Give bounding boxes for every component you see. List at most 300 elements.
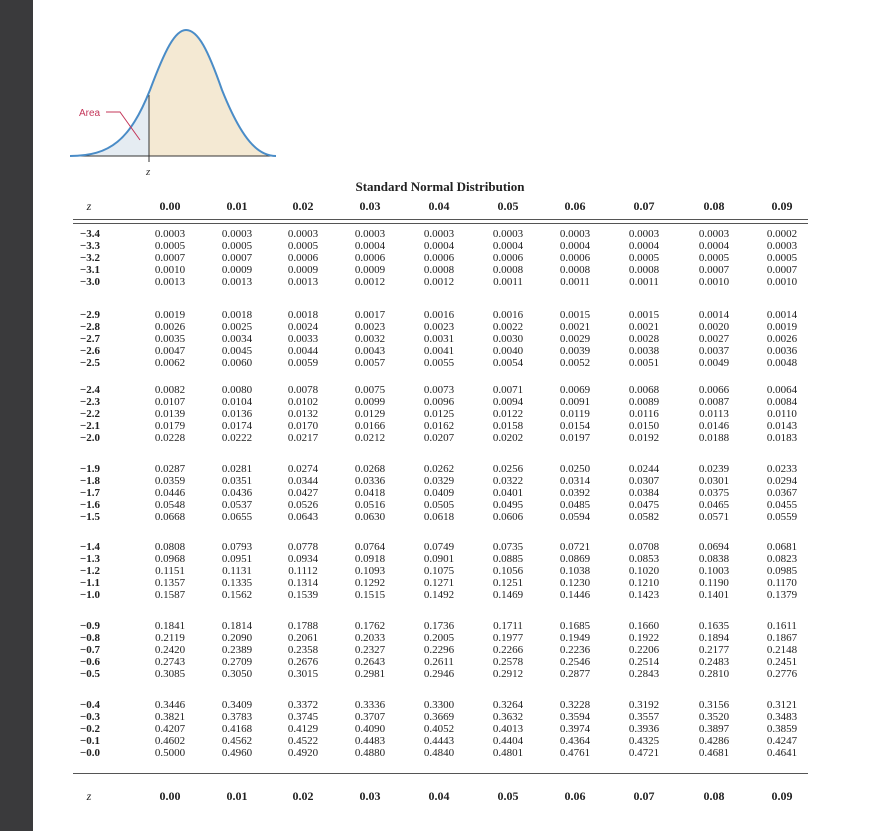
column-header: 0.03 (359, 199, 381, 213)
table-cell: 0.0040 (492, 345, 524, 357)
z-header: z (86, 199, 92, 213)
table-cell: 0.4562 (221, 735, 253, 747)
table-cell: 0.0475 (628, 499, 660, 511)
table-cell: 0.0057 (354, 357, 386, 369)
table-cell: 0.2514 (628, 656, 660, 668)
row-z-value: −2.2 (80, 408, 101, 420)
table-cell: 0.0054 (492, 357, 524, 369)
table-cell: 0.2061 (287, 632, 319, 644)
table-cell: 0.0526 (287, 499, 319, 511)
table-cell: 0.0104 (221, 396, 253, 408)
table-cell: 0.0122 (492, 408, 524, 420)
table-cell: 0.1446 (559, 589, 591, 601)
row-z-value: −0.1 (80, 735, 101, 747)
table-cell: 0.0008 (559, 264, 591, 276)
table-cell: 0.0096 (423, 396, 455, 408)
table-cell: 0.4920 (287, 747, 319, 759)
row-z-value: −1.9 (80, 463, 101, 475)
column-header: 0.02 (292, 199, 314, 213)
table-cell: 0.1335 (221, 577, 253, 589)
table-cell: 0.2236 (559, 644, 591, 656)
table-cell: 0.0409 (423, 487, 455, 499)
row-z-value: −0.4 (80, 699, 101, 711)
table-cell: 0.1922 (628, 632, 660, 644)
table-cell: 0.0009 (354, 264, 386, 276)
row-z-value: −1.3 (80, 553, 101, 565)
row-z-value: −2.9 (80, 309, 101, 321)
table-cell: 0.0009 (287, 264, 319, 276)
table-cell: 0.0020 (698, 321, 730, 333)
table-cell: 0.0005 (766, 252, 798, 264)
table-cell: 0.2743 (154, 656, 186, 668)
table-cell: 0.4880 (354, 747, 386, 759)
table-cell: 0.1251 (492, 577, 524, 589)
table-cell: 0.0062 (154, 357, 186, 369)
table-cell: 0.1814 (221, 620, 253, 632)
table-cell: 0.0019 (766, 321, 798, 333)
table-cell: 0.2358 (287, 644, 319, 656)
table-cell: 0.3669 (423, 711, 455, 723)
row-z-value: −1.2 (80, 565, 101, 577)
table-cell: 0.0003 (492, 228, 524, 240)
table-cell: 0.1736 (423, 620, 455, 632)
row-z-value: −2.7 (80, 333, 101, 345)
table-cell: 0.3859 (766, 723, 798, 735)
table-cell: 0.4641 (766, 747, 798, 759)
table-cell: 0.0250 (559, 463, 591, 475)
table-cell: 0.0217 (287, 432, 319, 444)
table-cell: 0.2420 (154, 644, 186, 656)
table-cell: 0.0091 (559, 396, 591, 408)
table-cell: 0.3707 (354, 711, 386, 723)
table-cell: 0.0307 (628, 475, 660, 487)
table-cell: 0.0102 (287, 396, 319, 408)
table-cell: 0.1056 (492, 565, 524, 577)
table-cell: 0.2296 (423, 644, 455, 656)
table-cell: 0.0228 (154, 432, 186, 444)
table-cell: 0.0154 (559, 420, 591, 432)
table-cell: 0.1611 (767, 620, 797, 632)
table-cell: 0.0014 (698, 309, 730, 321)
table-cell: 0.0014 (766, 309, 798, 321)
table-cell: 0.1539 (287, 589, 319, 601)
table-cell: 0.0778 (287, 541, 319, 553)
table-cell: 0.1423 (628, 589, 660, 601)
table-cell: 0.0901 (423, 553, 455, 565)
table-cell: 0.0183 (766, 432, 798, 444)
table-cell: 0.1170 (767, 577, 797, 589)
table-cell: 0.0668 (154, 511, 186, 523)
table-cell: 0.0078 (287, 384, 319, 396)
table-cell: 0.0089 (628, 396, 660, 408)
table-cell: 0.4602 (154, 735, 186, 747)
table-cell: 0.1020 (628, 565, 660, 577)
table-cell: 0.2981 (354, 668, 386, 680)
table-cell: 0.3483 (766, 711, 798, 723)
table-cell: 0.0643 (287, 511, 319, 523)
table-cell: 0.0094 (492, 396, 524, 408)
table-cell: 0.0951 (221, 553, 253, 565)
row-z-value: −0.9 (80, 620, 101, 632)
table-cell: 0.3050 (221, 668, 253, 680)
table-cell: 0.0329 (423, 475, 455, 487)
table-cell: 0.0618 (423, 511, 455, 523)
table-cell: 0.0008 (423, 264, 455, 276)
table-cell: 0.1660 (628, 620, 660, 632)
table-cell: 0.1038 (559, 565, 591, 577)
table-cell: 0.0080 (221, 384, 253, 396)
table-cell: 0.1271 (423, 577, 455, 589)
table-cell: 0.4364 (559, 735, 591, 747)
table-cell: 0.0505 (423, 499, 455, 511)
z-footer-header: z (86, 789, 92, 803)
table-cell: 0.0436 (221, 487, 253, 499)
table-cell: 0.0006 (423, 252, 455, 264)
table-cell: 0.0032 (354, 333, 386, 345)
table-cell: 0.1685 (559, 620, 591, 632)
table-cell: 0.0985 (766, 565, 798, 577)
table-cell: 0.1190 (699, 577, 729, 589)
table-cell: 0.0073 (423, 384, 455, 396)
table-cell: 0.2005 (423, 632, 455, 644)
table-cell: 0.2389 (221, 644, 253, 656)
table-cell: 0.2946 (423, 668, 455, 680)
table-cell: 0.0401 (492, 487, 524, 499)
table-cell: 0.0005 (154, 240, 186, 252)
row-z-value: −1.8 (80, 475, 101, 487)
table-cell: 0.0069 (559, 384, 591, 396)
table-cell: 0.0823 (766, 553, 798, 565)
table-cell: 0.0003 (221, 228, 253, 240)
table-cell: 0.4325 (628, 735, 660, 747)
table-cell: 0.0207 (423, 432, 455, 444)
row-z-value: −1.6 (80, 499, 101, 511)
table-cell: 0.0010 (698, 276, 730, 288)
table-cell: 0.0188 (698, 432, 730, 444)
table-cell: 0.0005 (287, 240, 319, 252)
table-cell: 0.0918 (354, 553, 386, 565)
table-cell: 0.0012 (354, 276, 386, 288)
table-cell: 0.0268 (354, 463, 386, 475)
table-cell: 0.0075 (354, 384, 386, 396)
table-cell: 0.0287 (154, 463, 186, 475)
column-header: 0.07 (633, 199, 655, 213)
table-cell: 0.0021 (628, 321, 660, 333)
column-header: 0.01 (226, 199, 248, 213)
table-cell: 0.3336 (354, 699, 386, 711)
table-cell: 0.0495 (492, 499, 524, 511)
table-cell: 0.2090 (221, 632, 253, 644)
table-cell: 0.0013 (221, 276, 253, 288)
table-cell: 0.0197 (559, 432, 591, 444)
table-cell: 0.2451 (766, 656, 798, 668)
table-cell: 0.0559 (766, 511, 798, 523)
row-z-value: −0.6 (80, 656, 101, 668)
row-z-value: −3.1 (80, 264, 101, 276)
table-cell: 0.0047 (154, 345, 186, 357)
row-z-value: −2.3 (80, 396, 101, 408)
table-cell: 0.0026 (766, 333, 798, 345)
table-cell: 0.0003 (698, 228, 730, 240)
row-z-value: −1.1 (80, 577, 101, 589)
table-cell: 0.0681 (766, 541, 798, 553)
table-cell: 0.4090 (354, 723, 386, 735)
table-cell: 0.1003 (698, 565, 730, 577)
table-cell: 0.0351 (221, 475, 253, 487)
table-cell: 0.0749 (423, 541, 455, 553)
table-cell: 0.0004 (628, 240, 660, 252)
table-cell: 0.0008 (492, 264, 524, 276)
table-cell: 0.3974 (559, 723, 591, 735)
table-cell: 0.0179 (154, 420, 186, 432)
table-cell: 0.0055 (423, 357, 455, 369)
table-cell: 0.4522 (287, 735, 319, 747)
table-cell: 0.0418 (354, 487, 386, 499)
table-cell: 0.1635 (698, 620, 730, 632)
table-cell: 0.0049 (698, 357, 730, 369)
row-z-value: −1.4 (80, 541, 101, 553)
table-cell: 0.0006 (492, 252, 524, 264)
table-cell: 0.2119 (155, 632, 185, 644)
table-cell: 0.0262 (423, 463, 455, 475)
table-cell: 0.2483 (698, 656, 730, 668)
table-cell: 0.1230 (559, 577, 591, 589)
table-cell: 0.0735 (492, 541, 524, 553)
table-cell: 0.0034 (221, 333, 253, 345)
row-z-value: −0.5 (80, 668, 101, 680)
table-cell: 0.0170 (287, 420, 319, 432)
table-cell: 0.0158 (492, 420, 524, 432)
table-cell: 0.3632 (492, 711, 524, 723)
table-cell: 0.0027 (698, 333, 730, 345)
table-cell: 0.1562 (221, 589, 253, 601)
row-z-value: −0.8 (80, 632, 101, 644)
table-cell: 0.0274 (287, 463, 319, 475)
table-cell: 0.0043 (354, 345, 386, 357)
table-cell: 0.0007 (154, 252, 186, 264)
table-cell: 0.4483 (354, 735, 386, 747)
table-cell: 0.0013 (154, 276, 186, 288)
table-cell: 0.0011 (493, 276, 523, 288)
table-cell: 0.4129 (287, 723, 319, 735)
table-cell: 0.0537 (221, 499, 253, 511)
table-cell: 0.0485 (559, 499, 591, 511)
table-cell: 0.1112 (288, 565, 318, 577)
table-cell: 0.0125 (423, 408, 455, 420)
column-footer: 0.06 (564, 789, 586, 803)
table-cell: 0.0026 (154, 321, 186, 333)
table-cell: 0.0630 (354, 511, 386, 523)
table-cell: 0.0721 (559, 541, 591, 553)
table-cell: 0.0212 (354, 432, 386, 444)
table-cell: 0.1210 (628, 577, 660, 589)
table-cell: 0.0011 (560, 276, 590, 288)
row-z-value: −2.0 (80, 432, 101, 444)
table-cell: 0.0294 (766, 475, 798, 487)
row-z-value: −3.0 (80, 276, 101, 288)
table-cell: 0.3557 (628, 711, 660, 723)
table-cell: 0.0359 (154, 475, 186, 487)
table-cell: 0.0427 (287, 487, 319, 499)
table-cell: 0.0004 (698, 240, 730, 252)
table-cell: 0.0008 (628, 264, 660, 276)
table-cell: 0.1131 (222, 565, 252, 577)
table-cell: 0.1788 (287, 620, 319, 632)
table-cell: 0.2266 (492, 644, 524, 656)
table-cell: 0.0012 (423, 276, 455, 288)
row-z-value: −3.3 (80, 240, 101, 252)
table-cell: 0.3520 (698, 711, 730, 723)
table-cell: 0.0003 (154, 228, 186, 240)
table-cell: 0.0002 (766, 228, 798, 240)
table-cell: 0.0064 (766, 384, 798, 396)
table-cell: 0.0039 (559, 345, 591, 357)
table-cell: 0.0031 (423, 333, 455, 345)
table-cell: 0.0808 (154, 541, 186, 553)
table-cell: 0.4247 (766, 735, 798, 747)
column-header: 0.05 (497, 199, 519, 213)
row-z-value: −0.7 (80, 644, 101, 656)
row-z-value: −2.8 (80, 321, 101, 333)
table-cell: 0.0162 (423, 420, 455, 432)
table-cell: 0.2578 (492, 656, 524, 668)
table-cell: 0.1587 (154, 589, 186, 601)
table-cell: 0.0007 (698, 264, 730, 276)
table-cell: 0.0968 (154, 553, 186, 565)
table-cell: 0.2912 (492, 668, 524, 680)
table-cell: 0.0446 (154, 487, 186, 499)
table-cell: 0.2206 (628, 644, 660, 656)
table-cell: 0.0838 (698, 553, 730, 565)
table-cell: 0.0119 (560, 408, 590, 420)
table-cell: 0.0010 (766, 276, 798, 288)
table-rule (73, 773, 808, 774)
table-cell: 0.1357 (154, 577, 186, 589)
table-cell: 0.0082 (154, 384, 186, 396)
column-header: 0.04 (428, 199, 450, 213)
table-cell: 0.4168 (221, 723, 253, 735)
table-cell: 0.3745 (287, 711, 319, 723)
row-z-value: −0.0 (80, 747, 101, 759)
table-cell: 0.4761 (559, 747, 591, 759)
table-cell: 0.0059 (287, 357, 319, 369)
table-cell: 0.0004 (559, 240, 591, 252)
table-cell: 0.0068 (628, 384, 660, 396)
table-cell: 0.0018 (221, 309, 253, 321)
table-cell: 0.0222 (221, 432, 253, 444)
column-footer: 0.02 (292, 789, 314, 803)
table-cell: 0.0375 (698, 487, 730, 499)
table-cell: 0.1075 (423, 565, 455, 577)
row-z-value: −0.2 (80, 723, 101, 735)
row-z-value: −3.2 (80, 252, 101, 264)
row-z-value: −2.4 (80, 384, 101, 396)
table-cell: 0.2843 (628, 668, 660, 680)
table-cell: 0.2810 (698, 668, 730, 680)
table-cell: 0.1949 (559, 632, 591, 644)
table-cell: 0.0202 (492, 432, 524, 444)
table-cell: 0.5000 (154, 747, 186, 759)
table-cell: 0.0013 (287, 276, 319, 288)
table-cell: 0.0048 (766, 357, 798, 369)
table-cell: 0.0005 (628, 252, 660, 264)
column-footer: 0.08 (703, 789, 725, 803)
table-cell: 0.0322 (492, 475, 524, 487)
table-cell: 0.0384 (628, 487, 660, 499)
column-footer: 0.05 (497, 789, 519, 803)
table-cell: 0.0281 (221, 463, 253, 475)
table-cell: 0.3783 (221, 711, 253, 723)
row-z-value: −1.7 (80, 487, 101, 499)
table-cell: 0.0084 (766, 396, 798, 408)
table-cell: 0.3192 (628, 699, 660, 711)
table-cell: 0.3228 (559, 699, 591, 711)
table-cell: 0.0594 (559, 511, 591, 523)
table-cell: 0.0024 (287, 321, 319, 333)
table-cell: 0.4207 (154, 723, 186, 735)
table-cell: 0.0132 (287, 408, 319, 420)
table-cell: 0.0007 (766, 264, 798, 276)
table-rule (73, 223, 808, 224)
table-cell: 0.2776 (766, 668, 798, 680)
table-cell: 0.0239 (698, 463, 730, 475)
table-cell: 0.0051 (628, 357, 660, 369)
table-cell: 0.0869 (559, 553, 591, 565)
table-cell: 0.0853 (628, 553, 660, 565)
column-footer: 0.01 (226, 789, 248, 803)
table-cell: 0.2546 (559, 656, 591, 668)
table-cell: 0.3936 (628, 723, 660, 735)
column-footer: 0.04 (428, 789, 450, 803)
row-z-value: −0.3 (80, 711, 101, 723)
table-cell: 0.0016 (423, 309, 455, 321)
table-cell: 0.0011 (629, 276, 659, 288)
table-cell: 0.2709 (221, 656, 253, 668)
column-header: 0.00 (159, 199, 181, 213)
table-cell: 0.0192 (628, 432, 660, 444)
table-cell: 0.0022 (492, 321, 524, 333)
table-cell: 0.1401 (698, 589, 730, 601)
table-cell: 0.0066 (698, 384, 730, 396)
table-cell: 0.2643 (354, 656, 386, 668)
table-cell: 0.0006 (287, 252, 319, 264)
table-cell: 0.0004 (423, 240, 455, 252)
table-cell: 0.0019 (154, 309, 186, 321)
table-cell: 0.4013 (492, 723, 524, 735)
table-cell: 0.3594 (559, 711, 591, 723)
table-cell: 0.0010 (154, 264, 186, 276)
table-cell: 0.2611 (424, 656, 454, 668)
table-cell: 0.0465 (698, 499, 730, 511)
table-cell: 0.0025 (221, 321, 253, 333)
table-cell: 0.4443 (423, 735, 455, 747)
table-cell: 0.0038 (628, 345, 660, 357)
table-cell: 0.1867 (766, 632, 798, 644)
table-cell: 0.0116 (629, 408, 659, 420)
table-cell: 0.0052 (559, 357, 591, 369)
table-cell: 0.0113 (699, 408, 729, 420)
table-cell: 0.3121 (766, 699, 798, 711)
table-cell: 0.4404 (492, 735, 524, 747)
table-cell: 0.3085 (154, 668, 186, 680)
table-cell: 0.0004 (354, 240, 386, 252)
table-cell: 0.0007 (221, 252, 253, 264)
table-cell: 0.3300 (423, 699, 455, 711)
table-cell: 0.4052 (423, 723, 455, 735)
row-z-value: −3.4 (80, 228, 101, 240)
table-cell: 0.0099 (354, 396, 386, 408)
column-footer: 0.09 (771, 789, 793, 803)
